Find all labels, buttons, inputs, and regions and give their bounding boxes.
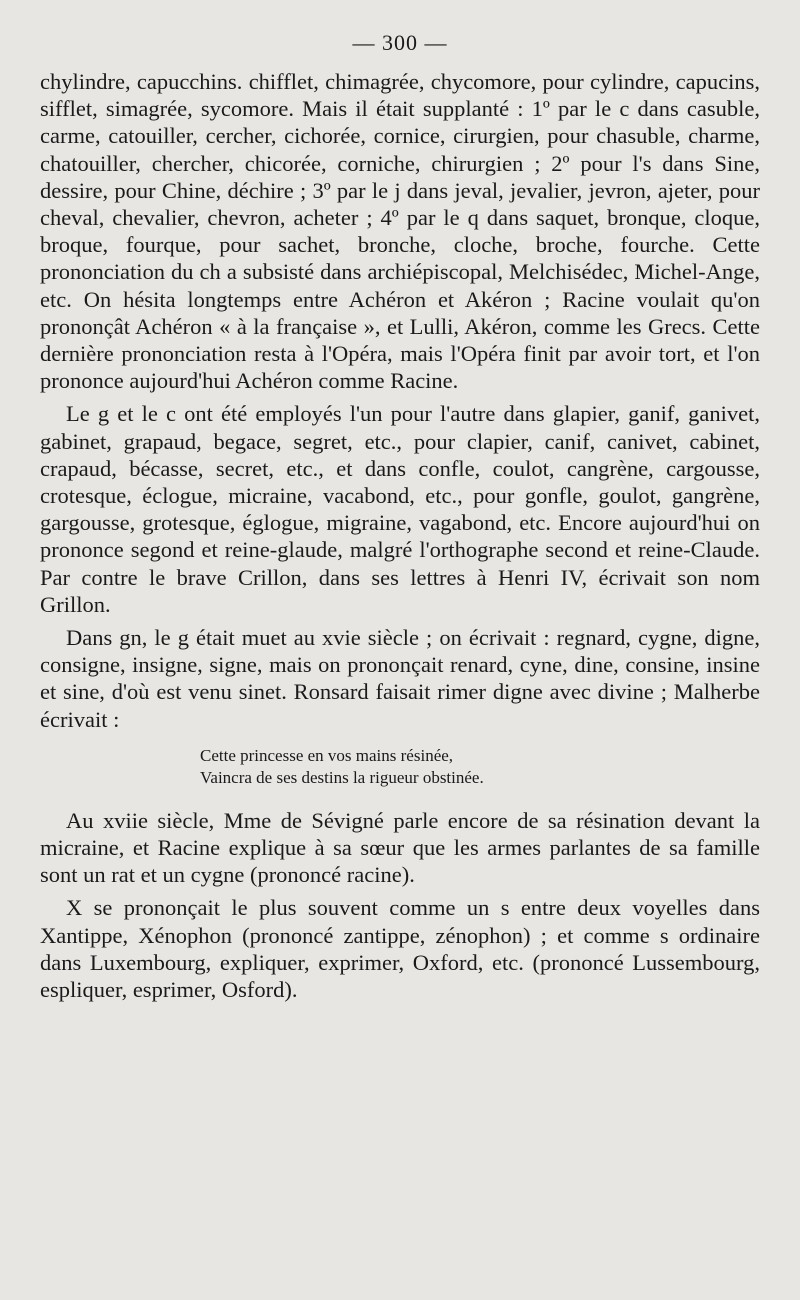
paragraph-g-c-substitution: Le g et le c ont été employés l'un pour l'autre dans glapier, ganif, ganivet, gabinet, grapaud, begace, segret, etc., pour clapier, canif, canivet, cabinet, crapaud, bécasse, secret, etc., et dans confle, coulot, cangrène, cargousse, crotesque, éclogue, micraine, vacabond, etc., pour gonfle, goulot, gangrène, gargousse, grotesque, églogue, migraine, vagabond, etc. Encore aujourd'hui on prononce segond et reine-glaude, malgré l'orthographe second et reine-Claude. Par contre le brave Crillon, dans ses lettres à Henri IV, écrivait son nom Grillon. (40, 401, 760, 617)
paragraph-ch-pronunciation: chylindre, capucchins. chifflet, chimagrée, chycomore, pour cylindre, capucins, sifflet, simagrée, sycomore. Mais il était supplanté : 1º par le c dans casuble, carme, catouiller, cercher, cichorée, cornice, cirurgien, pour chasuble, charme, chatouiller, chercher, chicorée, corniche, chirurgien ; 2º pour l's dans Sine, dessire, pour Chine, déchire ; 3º par le j dans jeval, jevalier, jevron, ajeter, pour cheval, chevalier, chevron, acheter ; 4º par le q dans saquet, bronque, cloque, broque, fourque, pour sachet, bronche, cloche, broche, fourche. Cette prononciation du ch a subsisté dans archiépiscopal, Melchisédec, Michel-Ange, etc. On hésita longtemps entre Achéron et Akéron ; Racine voulait qu'on prononçât Achéron « à la française », et Lulli, Akéron, comme les Grecs. Cette dernière prononciation resta à l'Opéra, mais l'Opéra finit par avoir tort, et l'on prononce aujourd'hui Achéron comme Racine. (40, 69, 760, 394)
verse-line: Cette princesse en vos mains résinée, (200, 745, 454, 765)
paragraph-seventeenth-century: Au xviie siècle, Mme de Sévigné parle encore de sa résination devant la micraine, et Racine explique à sa sœur que les armes parlantes de sa famille sont un rat et un cygne (prononcé racine). (40, 807, 760, 888)
page-number: — 300 — (352, 30, 448, 55)
paragraph-gn-pronunciation: Dans gn, le g était muet au xvie siècle ; on écrivait : regnard, cygne, digne, consigne, insigne, signe, mais on prononçait renard, cyne, dine, consine, insine et sine, d'où est venu sinet. Ronsard faisait rimer digne avec divine ; Malherbe écrivait : (40, 625, 760, 732)
verse-line: Vaincra de ses destins la rigueur obstinée. (200, 767, 484, 787)
malherbe-verse (200, 745, 760, 789)
paragraph-x-pronunciation: X se prononçait le plus souvent comme un s entre deux voyelles dans Xantippe, Xénophon (prononcé zantippe, zénophon) ; et comme s ordinaire dans Luxembourg, expliquer, exprimer, Oxford, etc. (prononcé Lussembourg, espliquer, esprimer, Osford). (40, 895, 760, 1003)
